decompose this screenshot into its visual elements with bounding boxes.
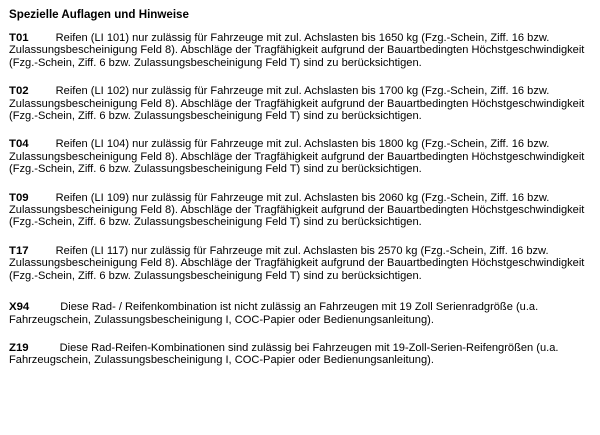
note-x94 bbox=[9, 301, 595, 326]
note-t17 bbox=[9, 245, 595, 282]
note-code: X94 bbox=[9, 301, 30, 314]
note-code: T17 bbox=[9, 244, 29, 257]
document-page bbox=[9, 8, 595, 383]
note-code: Z19 bbox=[9, 341, 29, 354]
note-t02 bbox=[9, 85, 595, 122]
note-text: Reifen (LI 109) nur zulässig für Fahrzeuge mit zul. Achslasten bis 2060 kg (Fzg.-Schein, Ziff. 16 bzw. Zulassungsbescheinigung Feld 8). Abschläge der Tragfähigkeit aufgrund der Bauartbedingten Höchstgeschwindigkeit (Fzg.-Schein, Ziff. 6 bzw. Zulassungsbescheinigung Feld T) sind zu berücksichtigen. bbox=[9, 191, 585, 229]
note-text: Reifen (LI 104) nur zulässig für Fahrzeuge mit zul. Achslasten bis 1800 kg (Fzg.-Schein, Ziff. 16 bzw. Zulassungsbescheinigung Feld 8). Abschläge der Tragfähigkeit aufgrund der Bauartbedingten Höchstgeschwindigkeit (Fzg.-Schein, Ziff. 6 bzw. Zulassungsbescheinigung Feld T) sind zu berücksichtigen. bbox=[9, 138, 585, 176]
note-t01 bbox=[9, 32, 595, 69]
note-code: T04 bbox=[9, 138, 29, 151]
note-z19 bbox=[9, 342, 595, 367]
section-heading: Spezielle Auflagen und Hinweise bbox=[9, 8, 189, 21]
note-text: Reifen (LI 117) nur zulässig für Fahrzeuge mit zul. Achslasten bis 2570 kg (Fzg.-Schein, Ziff. 16 bzw. Zulassungsbescheinigung Feld 8). Abschläge der Tragfähigkeit aufgrund der Bauartbedingten Höchstgeschwindigkeit (Fzg.-Schein, Ziff. 6 bzw. Zulassungsbescheinigung Feld T) sind zu berücksichtigen. bbox=[9, 244, 585, 282]
note-text: Diese Rad- / Reifenkombination ist nicht zulässig an Fahrzeugen mit 19 Zoll Serienradgröße (u.a. Fahrzeugschein, Zulassungsbescheinigung I, COC-Papier oder Bedienungsanleitung). bbox=[9, 301, 539, 326]
note-code: T02 bbox=[9, 85, 29, 98]
note-t04 bbox=[9, 138, 595, 175]
note-code: T01 bbox=[9, 32, 29, 44]
note-text: Reifen (LI 101) nur zulässig für Fahrzeuge mit zul. Achslasten bis 1650 kg (Fzg.-Schein, Ziff. 16 bzw. Zulassungsbescheinigung Feld 8). Abschläge der Tragfähigkeit aufgrund der Bauartbedingten Höchstgeschwindigkeit (Fzg.-Schein, Ziff. 6 bzw. Zulassungsbescheinigung Feld T) sind zu berücksichtigen. bbox=[9, 32, 585, 69]
note-t09 bbox=[9, 192, 595, 229]
notes-list bbox=[9, 32, 595, 367]
note-code: T09 bbox=[9, 191, 29, 204]
note-text: Reifen (LI 102) nur zulässig für Fahrzeuge mit zul. Achslasten bis 1700 kg (Fzg.-Schein, Ziff. 16 bzw. Zulassungsbescheinigung Feld 8). Abschläge der Tragfähigkeit aufgrund der Bauartbedingten Höchstgeschwindigkeit (Fzg.-Schein, Ziff. 6 bzw. Zulassungsbescheinigung Feld T) sind zu berücksichtigen. bbox=[9, 85, 585, 123]
note-text: Diese Rad-Reifen-Kombinationen sind zulässig bei Fahrzeugen mit 19-Zoll-Serien-Reifengrößen (u.a. Fahrzeugschein, Zulassungsbescheinigung I, COC-Papier oder Bedienungsanleitung). bbox=[9, 341, 559, 367]
